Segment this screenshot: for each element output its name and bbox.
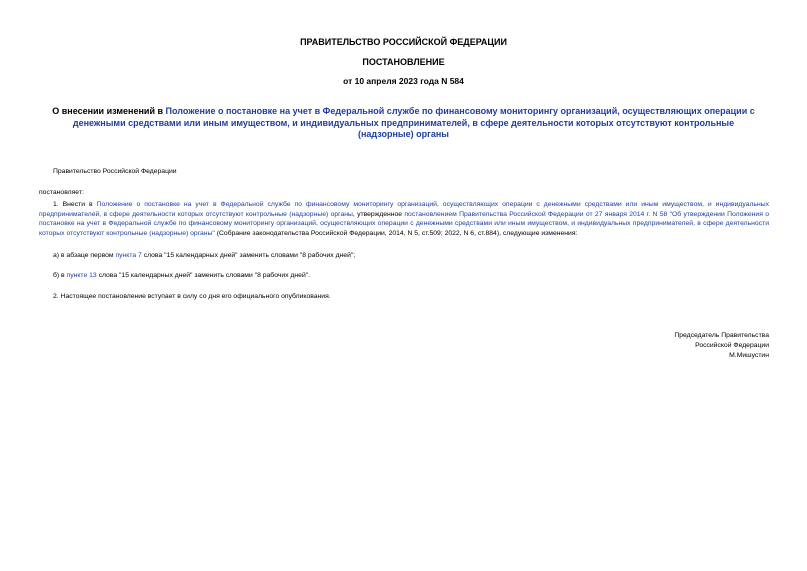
intro-text: Правительство Российской Федерации xyxy=(53,168,177,175)
item-1-regulation-link[interactable]: Положение о постановке на учет в Федеральной службе по финансовому мониторингу организаций, осуществляющих операции с денежными средствами или иным имуществом, и индивидуальных предпринимателей, в сфере деятельности которых отсутствуют контрольные (надзорные) органы xyxy=(39,201,769,218)
item-a-text: слова "15 календарных дней" заменить словами "8 рабочих дней"; xyxy=(141,252,356,259)
item-1-prefix: 1. Внести в xyxy=(53,201,97,208)
document-title xyxy=(50,106,757,141)
item-1-paragraph xyxy=(39,200,769,238)
item-a-paragraph xyxy=(53,251,355,261)
item-b-paragraph xyxy=(53,271,310,281)
item-2-paragraph: 2. Настоящее постановление вступает в силу со дня его официального опубликования. xyxy=(53,293,331,300)
item-1-suffix: (Собрание законодательства Российской Федерации, 2014, N 5, ст.509; 2022, N 6, ст.884), следующие изменения: xyxy=(214,229,578,237)
item-b-prefix: б) в xyxy=(53,272,67,279)
signature-name: М.Мишустин xyxy=(729,352,769,359)
signature-position: Председатель Правительства xyxy=(674,332,769,339)
item-b-text: слова "15 календарных дней" заменить словами "8 рабочих дней". xyxy=(96,272,311,279)
item-1-mid: , утвержденное xyxy=(352,210,405,218)
item-b-point-link[interactable]: пункте 13 xyxy=(66,272,97,279)
decrees-text: постановляет: xyxy=(39,189,84,196)
title-prefix: О внесении изменений в xyxy=(52,106,166,116)
signature-block xyxy=(674,331,769,361)
org-heading: ПРАВИТЕЛЬСТВО РОССИЙСКОЙ ФЕДЕРАЦИИ xyxy=(300,37,507,47)
item-a-point-link[interactable]: пункта 7 xyxy=(115,252,142,259)
title-regulation-link[interactable]: Положение о постановке на учет в Федеральной службе по финансовому мониторингу организаций, осуществляющих операции с денежными средствами или иным имуществом, и индивидуальных предпринимателей, в сфере деятельности которых отсутствуют контрольные (надзорные) органы xyxy=(72,106,755,139)
signature-country: Российской Федерации xyxy=(695,342,769,349)
item-a-prefix: а) в абзаце первом xyxy=(53,252,116,259)
date-number: от 10 апреля 2023 года N 584 xyxy=(343,76,464,86)
item-1-decree-link[interactable]: постановлением Правительства Российской Федерации от 27 января 2014 г. N 58 "Об утверждении Положения о постановке на учет в Федеральной службе по финансовому мониторингу организаций, осуществляющих операции с денежными средствами или иным имуществом, и индивидуальных предпринимателей, в сфере деятельности которых отсутствуют контрольные (надзорные) органы" xyxy=(39,210,769,237)
doc-type-heading: ПОСТАНОВЛЕНИЕ xyxy=(362,57,445,67)
